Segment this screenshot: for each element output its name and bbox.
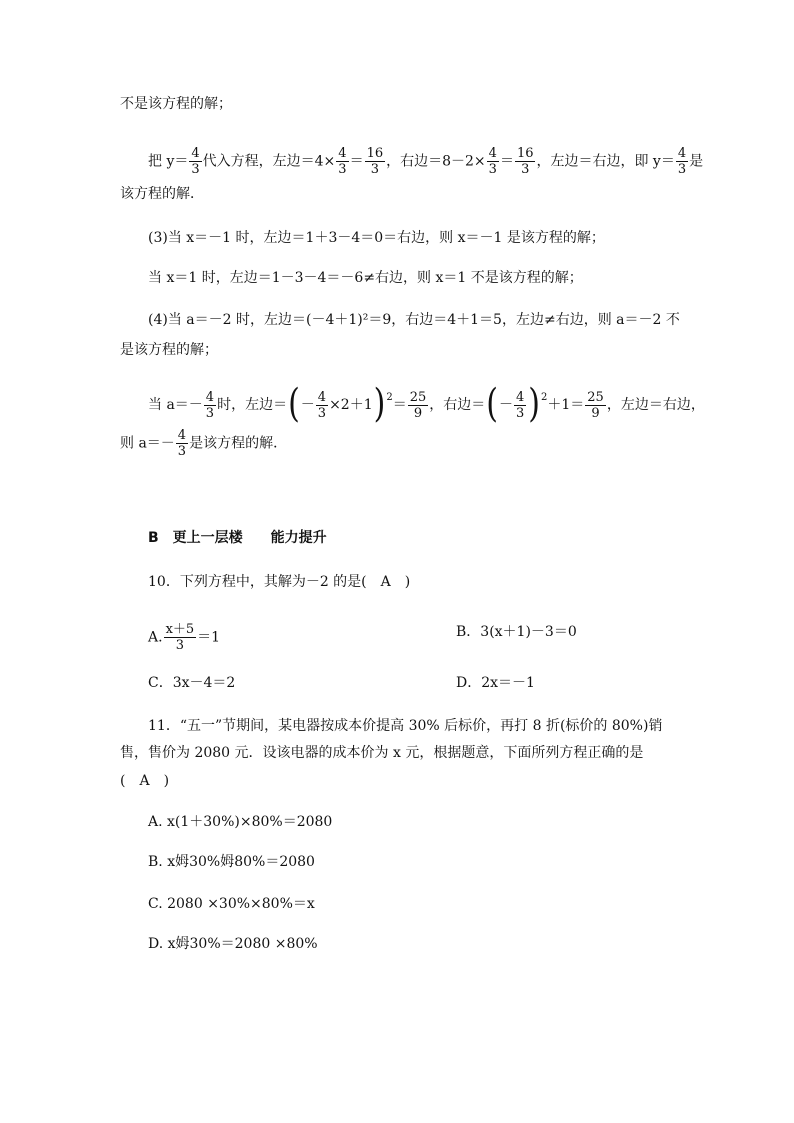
fraction: $\frac{4}{3}$	[205, 389, 215, 421]
solution-line-1: 不是该方程的解；	[120, 96, 232, 112]
fraction: $\frac{16}{3}$	[516, 146, 534, 177]
question-11-stem-line-3: ( A )	[120, 773, 170, 789]
solution-line-8: 当 a＝－ $\frac{4}{3}$ 时，左边＝(－ $\frac{4}{3}$ ×2＋1)$^2$＝ $\frac{25}{9}$ ，右边＝(－ $\frac{4}{3}$ )$^2$＋1＝ $\frac{25}{9}$ ，左边＝右边，	[148, 381, 705, 428]
exponent: 2	[540, 392, 548, 403]
solution-line-4: (3)当 x＝－1 时，左边＝1＋3－4＝0＝右边，则 x＝－1 是该方程的解；	[148, 230, 605, 246]
solution-line-2: 把 y＝ $\frac{4}{3}$ 代入方程，左边＝4× $\frac{4}{3}$ ＝ $\frac{16}{3}$ ，右边＝8－2× $\frac{4}{3}$ ＝ $\frac{16}{3}$ ，左边＝右边，即 y＝ $\frac{4}{3}$ 是	[148, 146, 704, 177]
fraction: $\frac{4}{3}$	[177, 428, 187, 459]
fraction: $\frac{4}{3}$	[515, 389, 525, 421]
solution-line-5: 当 x＝1 时，左边＝1－3－4＝－6≠右边，则 x＝1 不是该方程的解；	[148, 270, 583, 286]
fraction: $\frac{25}{9}$	[409, 389, 427, 421]
fraction: $\frac{16}{3}$	[366, 146, 384, 177]
question-11-option-c: C. 2080 ×30%×80%＝x	[148, 896, 315, 912]
question-10-stem: 10．下列方程中，其解为－2 的是( A )	[148, 574, 411, 590]
question-10-option-d: D．2x＝－1	[456, 675, 535, 691]
fraction: $\frac{x+5}{3}$	[165, 622, 195, 653]
fraction: $\frac{25}{9}$	[587, 389, 604, 421]
solution-line-3: 该方程的解．	[120, 186, 204, 202]
fraction: $\frac{4}{3}$	[488, 146, 497, 177]
question-10-option-c: C．3x－4＝2	[148, 675, 236, 691]
question-11-stem-line-1: 11．“五一”节期间，某电器按成本价提高 30% 后标价，再打 8 折(标价的 80%)销	[148, 718, 663, 734]
fraction: $\frac{4}{3}$	[338, 146, 347, 177]
fraction: $\frac{4}{3}$	[317, 389, 327, 421]
section-heading: B 更上一层楼 能力提升	[148, 530, 327, 546]
exponent: 2	[386, 392, 393, 403]
left-paren: (	[486, 381, 498, 428]
left-paren: (	[288, 381, 300, 428]
right-paren: )	[373, 381, 386, 428]
solution-line-6: (4)当 a＝－2 时，左边＝(－4＋1)²＝9，右边＝4＋1＝5，左边≠右边，则 a＝－2 不	[148, 312, 680, 328]
right-paren: )	[528, 381, 540, 428]
question-11-option-d: D. x姆30%＝2080 ×80%	[148, 936, 318, 952]
solution-line-9: 则 a＝－ $\frac{4}{3}$ 是该方程的解．	[120, 428, 288, 459]
fraction: $\frac{4}{3}$	[677, 146, 687, 177]
solution-line-7: 是该方程的解；	[120, 342, 218, 358]
fraction: $\frac{4}{3}$	[191, 146, 200, 177]
question-10-option-a: A. $\frac{x+5}{3}$ ＝1	[148, 622, 221, 653]
question-10-option-b: B．3(x＋1)－3＝0	[456, 624, 577, 640]
question-11-option-b: B. x姆30%姆80%＝2080	[148, 854, 315, 870]
question-11-stem-line-2: 售，售价为 2080 元．设该电器的成本价为 x 元，根据题意，下面所列方程正确的是	[120, 745, 644, 761]
question-11-option-a: A. x(1＋30%)×80%＝2080	[148, 814, 333, 830]
